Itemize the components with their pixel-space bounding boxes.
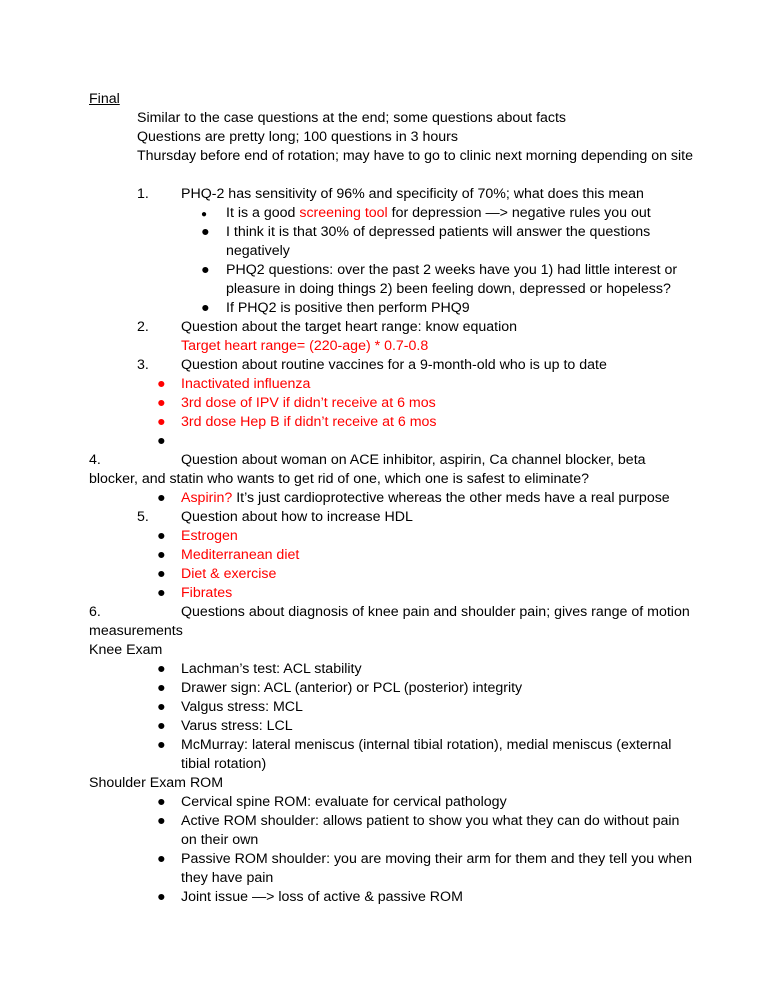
list-item-continued: tibial rotation) — [181, 756, 267, 772]
question-text-continued: measurements — [89, 623, 183, 639]
bullet-icon: ● — [201, 262, 210, 278]
question-text: Question about routine vaccines for a 9-month-old who is up to date — [181, 357, 607, 373]
question-text: Question about woman on ACE inhibitor, aspirin, Ca channel blocker, beta — [181, 452, 646, 468]
bullet-icon: ● — [157, 490, 166, 506]
bullet-icon: ● — [157, 433, 166, 449]
list-item: Varus stress: LCL — [181, 718, 293, 734]
list-item-continued: negatively — [226, 243, 290, 259]
answer-item: Mediterranean diet — [181, 547, 300, 563]
list-item: If PHQ2 is positive then perform PHQ9 — [226, 300, 470, 316]
list-item: Joint issue —> loss of active & passive ROM — [181, 889, 463, 905]
bullet-icon: ● — [157, 585, 166, 601]
question-number: 1. — [137, 186, 149, 202]
list-item: Valgus stress: MCL — [181, 699, 303, 715]
question-text: Question about the target heart range: know equation — [181, 319, 518, 335]
list-item: I think it is that 30% of depressed patients will answer the questions — [226, 224, 651, 240]
answer-item: Inactivated influenza — [181, 376, 311, 392]
bullet-icon: ● — [157, 566, 166, 582]
bullet-icon: ● — [157, 547, 166, 563]
intro-line: Questions are pretty long; 100 questions in 3 hours — [137, 129, 458, 145]
question-number: 6. — [89, 604, 101, 620]
intro-line: Similar to the case questions at the end; some questions about facts — [137, 110, 567, 126]
question-text: PHQ-2 has sensitivity of 96% and specificity of 70%; what does this mean — [181, 186, 644, 202]
bullet-icon: ● — [157, 661, 166, 677]
bullet-icon: ● — [201, 300, 210, 316]
answer-item: Fibrates — [181, 585, 233, 601]
bullet-icon: ● — [157, 794, 166, 810]
bullet-icon: ● — [157, 699, 166, 715]
answer-item: Estrogen — [181, 528, 238, 544]
bullet-icon: ● — [157, 528, 166, 544]
page-title: Final — [89, 91, 120, 107]
list-item-continued: on their own — [181, 832, 259, 848]
bullet-icon: ● — [157, 718, 166, 734]
list-item: McMurray: lateral meniscus (internal tibial rotation), medial meniscus (external — [181, 737, 672, 753]
question-number: 2. — [137, 319, 149, 335]
question-text: Question about how to increase HDL — [181, 509, 413, 525]
list-item-continued: they have pain — [181, 870, 274, 886]
answer-item: 3rd dose Hep B if didn’t receive at 6 mos — [181, 414, 437, 430]
bullet-icon: ● — [201, 209, 208, 220]
question-number: 3. — [137, 357, 149, 373]
list-item: PHQ2 questions: over the past 2 weeks have you 1) had little interest or — [226, 262, 678, 278]
answer-item: 3rd dose of IPV if didn’t receive at 6 mos — [181, 395, 436, 411]
bullet-icon: ● — [157, 680, 166, 696]
answer-text: Target heart range= (220-age) * 0.7-0.8 — [181, 338, 429, 354]
list-item: Lachman’s test: ACL stability — [181, 661, 362, 677]
question-number: 4. — [89, 452, 101, 468]
question-text-continued: blocker, and statin who wants to get rid of one, which one is safest to eliminate? — [89, 471, 589, 487]
bullet-icon: ● — [157, 414, 166, 430]
list-item: Drawer sign: ACL (anterior) or PCL (posterior) integrity — [181, 680, 523, 696]
section-heading: Knee Exam — [89, 642, 163, 658]
list-item: Passive ROM shoulder: you are moving their arm for them and they tell you when — [181, 851, 692, 867]
list-item: Active ROM shoulder: allows patient to show you what they can do without pain — [181, 813, 680, 829]
list-item: Cervical spine ROM: evaluate for cervical pathology — [181, 794, 507, 810]
bullet-icon: ● — [157, 889, 166, 905]
bullet-icon: ● — [157, 737, 166, 753]
list-item: It is a good screening tool for depression —> negative rules you out — [226, 205, 651, 221]
bullet-icon: ● — [157, 813, 166, 829]
list-item-continued: pleasure in doing things 2) been feeling down, depressed or hopeless? — [226, 281, 671, 297]
answer-item: Aspirin? It’s just cardioprotective whereas the other meds have a real purpose — [181, 490, 670, 506]
bullet-icon: ● — [157, 395, 166, 411]
question-number: 5. — [137, 509, 149, 525]
intro-line: Thursday before end of rotation; may have to go to clinic next morning depending on site — [137, 148, 694, 164]
question-text: Questions about diagnosis of knee pain and shoulder pain; gives range of motion — [181, 604, 690, 620]
bullet-icon: ● — [157, 376, 166, 392]
bullet-icon: ● — [157, 851, 166, 867]
bullet-icon: ● — [201, 224, 210, 240]
section-heading: Shoulder Exam ROM — [89, 775, 224, 791]
answer-item: Diet & exercise — [181, 566, 277, 582]
